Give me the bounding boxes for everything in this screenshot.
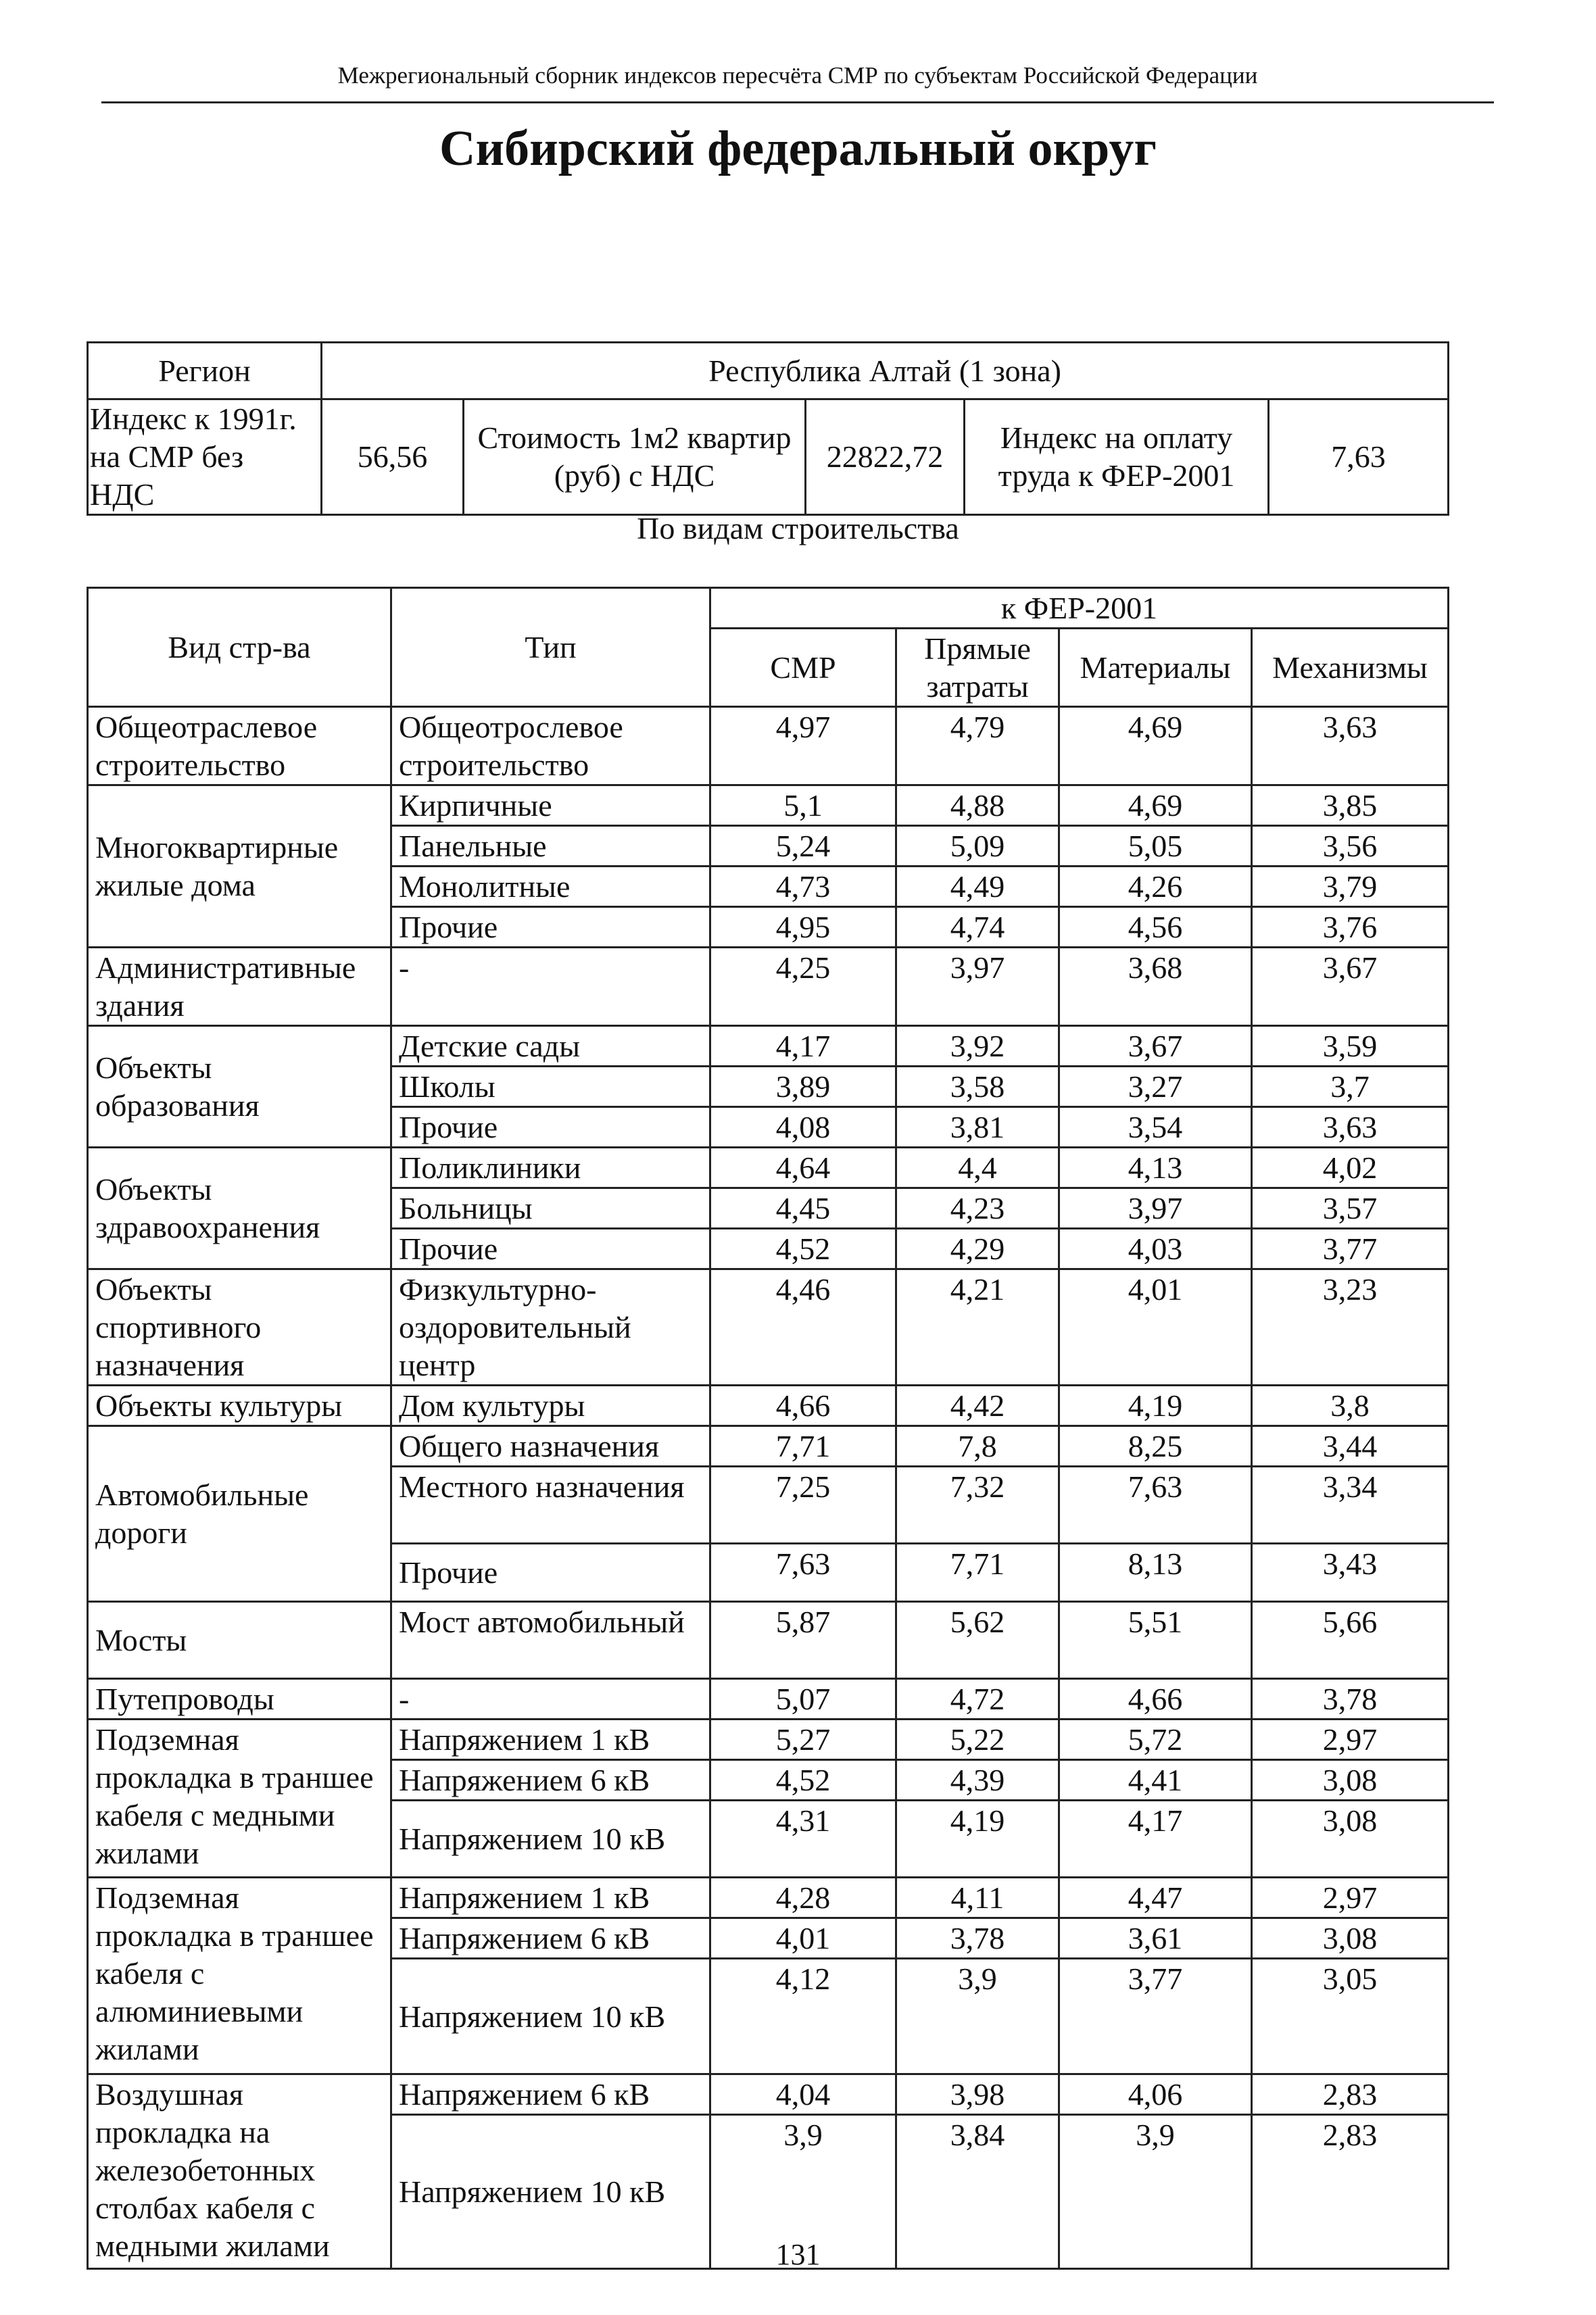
machines-value: 3,56	[1252, 826, 1449, 867]
construction-type-cell: Напряжением 10 кВ	[391, 1801, 710, 1878]
column-header-kind: Вид стр-ва	[88, 588, 391, 707]
direct-costs-value: 4,74	[896, 907, 1059, 948]
direct-costs-value: 4,42	[896, 1386, 1059, 1426]
smr-value: 4,95	[710, 907, 896, 948]
table-row	[88, 707, 1449, 785]
construction-type-cell: -	[391, 948, 710, 1026]
construction-kind-cell: Мосты	[88, 1602, 391, 1679]
smr-value: 5,24	[710, 826, 896, 867]
direct-costs-value: 3,9	[896, 1959, 1059, 2074]
smr-value: 7,63	[710, 1544, 896, 1602]
construction-type-cell: Общеотрослевое строительство	[391, 707, 710, 785]
smr-value: 4,12	[710, 1959, 896, 2074]
machines-value: 3,08	[1252, 1801, 1449, 1878]
materials-value: 3,68	[1059, 948, 1252, 1026]
smr-value: 5,27	[710, 1720, 896, 1760]
machines-value: 3,7	[1252, 1067, 1449, 1107]
table-row	[88, 1148, 1449, 1188]
construction-kind-cell: Объекты здравоохранения	[88, 1148, 391, 1269]
direct-costs-value: 3,92	[896, 1026, 1059, 1067]
construction-type-cell: Напряжением 10 кВ	[391, 2115, 710, 2269]
machines-value: 3,43	[1252, 1544, 1449, 1602]
region-value: Республика Алтай (1 зона)	[322, 343, 1449, 399]
machines-value: 3,85	[1252, 785, 1449, 826]
direct-costs-value: 3,98	[896, 2074, 1059, 2115]
column-group-header: к ФЕР-2001	[710, 588, 1449, 629]
construction-kind-cell: Автомобильные дороги	[88, 1426, 391, 1602]
smr-value: 3,89	[710, 1067, 896, 1107]
direct-costs-value: 7,32	[896, 1467, 1059, 1544]
machines-value: 2,97	[1252, 1878, 1449, 1918]
cost-per-m2-label: Стоимость 1м2 квартир (руб) с НДС	[464, 399, 806, 515]
machines-value: 3,8	[1252, 1386, 1449, 1426]
table-row	[88, 1426, 1449, 1467]
column-header-type: Тип	[391, 588, 710, 707]
direct-costs-value: 3,97	[896, 948, 1059, 1026]
materials-value: 3,9	[1059, 2115, 1252, 2269]
smr-value: 4,31	[710, 1801, 896, 1878]
machines-value: 2,83	[1252, 2115, 1449, 2269]
construction-type-cell: Дом культуры	[391, 1386, 710, 1426]
smr-value: 3,9	[710, 2115, 896, 2269]
construction-kind-cell: Объекты культуры	[88, 1386, 391, 1426]
materials-value: 4,01	[1059, 1269, 1252, 1386]
direct-costs-value: 3,58	[896, 1067, 1059, 1107]
construction-type-cell: Больницы	[391, 1188, 710, 1229]
materials-value: 3,54	[1059, 1107, 1252, 1148]
materials-value: 4,03	[1059, 1229, 1252, 1269]
smr-value: 4,97	[710, 707, 896, 785]
materials-value: 5,05	[1059, 826, 1252, 867]
materials-value: 4,26	[1059, 867, 1252, 907]
materials-value: 3,67	[1059, 1026, 1252, 1067]
machines-value: 2,83	[1252, 2074, 1449, 2115]
construction-type-cell: Прочие	[391, 1229, 710, 1269]
direct-costs-value: 4,29	[896, 1229, 1059, 1269]
machines-value: 3,77	[1252, 1229, 1449, 1269]
smr-value: 4,46	[710, 1269, 896, 1386]
indices-table	[87, 587, 1449, 2270]
labor-index-value: 7,63	[1269, 399, 1449, 515]
materials-value: 3,61	[1059, 1918, 1252, 1959]
construction-type-cell: Напряжением 10 кВ	[391, 1959, 710, 2074]
materials-value: 4,19	[1059, 1386, 1252, 1426]
direct-costs-value: 7,8	[896, 1426, 1059, 1467]
header-rule	[101, 101, 1494, 103]
direct-costs-value: 4,49	[896, 867, 1059, 907]
smr-value: 4,28	[710, 1878, 896, 1918]
materials-value: 3,97	[1059, 1188, 1252, 1229]
construction-type-cell: Напряжением 6 кВ	[391, 1760, 710, 1801]
page-header: Межрегиональный сборник индексов пересчёта СМР по субъектам Российской Федерации	[337, 62, 1258, 89]
construction-kind-cell: Общеотраслевое строительство	[88, 707, 391, 785]
direct-costs-value: 4,11	[896, 1878, 1059, 1918]
construction-type-cell: -	[391, 1679, 710, 1720]
materials-value: 5,51	[1059, 1602, 1252, 1679]
table-row	[88, 1679, 1449, 1720]
materials-value: 4,13	[1059, 1148, 1252, 1188]
labor-index-label: Индекс на оплату труда к ФЕР-2001	[965, 399, 1269, 515]
table-row	[88, 1269, 1449, 1386]
construction-type-cell: Прочие	[391, 1107, 710, 1148]
smr-value: 4,73	[710, 867, 896, 907]
construction-kind-cell: Подземная прокладка в траншее кабеля с алюминиевыми жилами	[88, 1878, 391, 2074]
machines-value: 5,66	[1252, 1602, 1449, 1679]
region-table	[87, 341, 1449, 516]
smr-value: 5,07	[710, 1679, 896, 1720]
smr-value: 4,45	[710, 1188, 896, 1229]
construction-kind-cell: Объекты образования	[88, 1026, 391, 1148]
cost-per-m2-value: 22822,72	[806, 399, 965, 515]
construction-type-cell: Напряжением 6 кВ	[391, 2074, 710, 2115]
table-row	[88, 785, 1449, 826]
smr-value: 5,87	[710, 1602, 896, 1679]
smr-value: 4,66	[710, 1386, 896, 1426]
machines-value: 3,67	[1252, 948, 1449, 1026]
construction-type-cell: Прочие	[391, 907, 710, 948]
direct-costs-value: 5,09	[896, 826, 1059, 867]
machines-value: 3,44	[1252, 1426, 1449, 1467]
construction-type-cell: Монолитные	[391, 867, 710, 907]
table-row	[88, 1720, 1449, 1760]
machines-value: 3,78	[1252, 1679, 1449, 1720]
materials-value: 3,77	[1059, 1959, 1252, 2074]
machines-value: 3,57	[1252, 1188, 1449, 1229]
machines-value: 4,02	[1252, 1148, 1449, 1188]
materials-value: 4,66	[1059, 1679, 1252, 1720]
direct-costs-value: 4,19	[896, 1801, 1059, 1878]
construction-kind-cell: Многоквартирные жилые дома	[88, 785, 391, 948]
column-header-materials: Материалы	[1059, 629, 1252, 707]
machines-value: 3,63	[1252, 707, 1449, 785]
machines-value: 3,63	[1252, 1107, 1449, 1148]
smr-value: 7,25	[710, 1467, 896, 1544]
column-header-machines: Механизмы	[1252, 629, 1449, 707]
smr-value: 4,17	[710, 1026, 896, 1067]
direct-costs-value: 4,72	[896, 1679, 1059, 1720]
materials-value: 4,17	[1059, 1801, 1252, 1878]
construction-type-cell: Общего назначения	[391, 1426, 710, 1467]
construction-type-cell: Прочие	[391, 1544, 710, 1602]
construction-type-cell: Местного назначения	[391, 1467, 710, 1544]
direct-costs-value: 4,88	[896, 785, 1059, 826]
materials-value: 4,41	[1059, 1760, 1252, 1801]
smr-value: 4,01	[710, 1918, 896, 1959]
direct-costs-value: 4,23	[896, 1188, 1059, 1229]
direct-costs-value: 5,22	[896, 1720, 1059, 1760]
materials-value: 8,25	[1059, 1426, 1252, 1467]
materials-value: 4,69	[1059, 785, 1252, 826]
materials-value: 7,63	[1059, 1467, 1252, 1544]
construction-kind-cell: Административные здания	[88, 948, 391, 1026]
construction-type-cell: Мост автомобильный	[391, 1602, 710, 1679]
direct-costs-value: 4,21	[896, 1269, 1059, 1386]
construction-type-cell: Школы	[391, 1067, 710, 1107]
machines-value: 3,05	[1252, 1959, 1449, 2074]
smr-value: 4,08	[710, 1107, 896, 1148]
construction-kind-cell: Путепроводы	[88, 1679, 391, 1720]
construction-type-cell: Поликлиники	[391, 1148, 710, 1188]
materials-value: 5,72	[1059, 1720, 1252, 1760]
machines-value: 3,08	[1252, 1918, 1449, 1959]
machines-value: 3,59	[1252, 1026, 1449, 1067]
column-header-direct-costs: Прямые затраты	[896, 629, 1059, 707]
table-row	[88, 1026, 1449, 1067]
machines-value: 3,08	[1252, 1760, 1449, 1801]
page-number: 131	[775, 2238, 821, 2271]
construction-kind-cell: Объекты спортивного назначения	[88, 1269, 391, 1386]
direct-costs-value: 3,78	[896, 1918, 1059, 1959]
table-row	[88, 2074, 1449, 2115]
construction-kind-cell: Подземная прокладка в траншее кабеля с медными жилами	[88, 1720, 391, 1878]
smr-value: 4,04	[710, 2074, 896, 2115]
index-1991-value: 56,56	[322, 399, 464, 515]
index-1991-label: Индекс к 1991г. на СМР без НДС	[88, 399, 322, 515]
machines-value: 2,97	[1252, 1720, 1449, 1760]
machines-value: 3,76	[1252, 907, 1449, 948]
machines-value: 3,23	[1252, 1269, 1449, 1386]
table-row	[88, 1602, 1449, 1679]
page-title: Сибирский федеральный округ	[439, 121, 1157, 176]
construction-kind-cell: Воздушная прокладка на железобетонных столбах кабеля с медными жилами	[88, 2074, 391, 2269]
smr-value: 7,71	[710, 1426, 896, 1467]
construction-type-cell: Физкультурно-оздоровительный центр	[391, 1269, 710, 1386]
direct-costs-value: 4,79	[896, 707, 1059, 785]
direct-costs-value: 4,4	[896, 1148, 1059, 1188]
construction-type-cell: Напряжением 1 кВ	[391, 1720, 710, 1760]
machines-value: 3,34	[1252, 1467, 1449, 1544]
direct-costs-value: 7,71	[896, 1544, 1059, 1602]
materials-value: 4,56	[1059, 907, 1252, 948]
direct-costs-value: 5,62	[896, 1602, 1059, 1679]
direct-costs-value: 3,81	[896, 1107, 1059, 1148]
smr-value: 4,52	[710, 1760, 896, 1801]
table-row	[88, 1386, 1449, 1426]
table-row	[88, 948, 1449, 1026]
materials-value: 4,47	[1059, 1878, 1252, 1918]
materials-value: 4,06	[1059, 2074, 1252, 2115]
construction-type-cell: Детские сады	[391, 1026, 710, 1067]
direct-costs-value: 4,39	[896, 1760, 1059, 1801]
construction-type-cell: Панельные	[391, 826, 710, 867]
materials-value: 8,13	[1059, 1544, 1252, 1602]
construction-type-cell: Напряжением 1 кВ	[391, 1878, 710, 1918]
column-header-smr: СМР	[710, 629, 896, 707]
construction-type-cell: Кирпичные	[391, 785, 710, 826]
materials-value: 4,69	[1059, 707, 1252, 785]
materials-value: 3,27	[1059, 1067, 1252, 1107]
table-row	[88, 1878, 1449, 1918]
smr-value: 4,64	[710, 1148, 896, 1188]
smr-value: 4,52	[710, 1229, 896, 1269]
direct-costs-value: 3,84	[896, 2115, 1059, 2269]
machines-value: 3,79	[1252, 867, 1449, 907]
section-subtitle: По видам строительства	[637, 511, 959, 545]
smr-value: 4,25	[710, 948, 896, 1026]
construction-type-cell: Напряжением 6 кВ	[391, 1918, 710, 1959]
smr-value: 5,1	[710, 785, 896, 826]
region-label: Регион	[88, 343, 322, 399]
